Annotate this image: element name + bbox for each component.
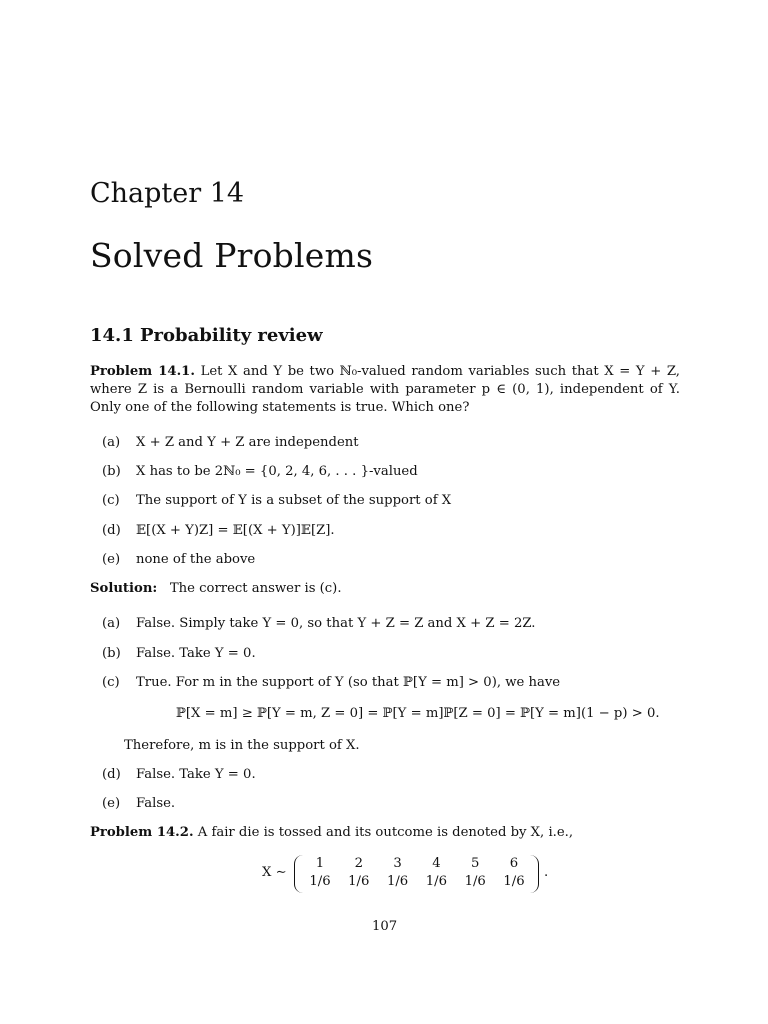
outcome-value: 3 (393, 856, 402, 871)
therefore-line: Therefore, m is in the support of X. (124, 738, 360, 753)
probability-value: 1/6 (464, 874, 486, 889)
option-text: The support of Y is a subset of the support of X (136, 493, 452, 508)
right-parenthesis (530, 855, 539, 893)
problem-1-statement (90, 363, 680, 417)
matrix-row-outcomes (304, 856, 530, 871)
problem-1-option (102, 464, 418, 479)
distribution-prefix: X ∼ (262, 865, 287, 880)
problem-2-statement (90, 825, 573, 840)
probability-value: 1/6 (425, 874, 447, 889)
section-number: 14.1 (90, 325, 134, 346)
left-parenthesis (294, 855, 303, 893)
problem-1-label: Problem 14.1. (90, 364, 195, 379)
probability-value: 1/6 (348, 874, 370, 889)
option-text: X + Z and Y + Z are independent (136, 435, 359, 450)
solution-1-item (102, 646, 256, 661)
item-label: (a) (102, 616, 121, 631)
probability-value: 1/6 (386, 874, 409, 889)
option-label: (b) (102, 464, 121, 479)
probability-value: 1/6 (503, 874, 525, 889)
option-label: (c) (102, 493, 120, 508)
solution-answer: The correct answer is (c). (169, 581, 342, 596)
page-number: 107 (372, 919, 398, 934)
item-label: (b) (102, 646, 121, 661)
solution-1-item (102, 767, 256, 782)
display-equation: ℙ[X = m] ≥ ℙ[Y = m, Z = 0] = ℙ[Y = m]ℙ[Z = 0] = ℙ[Y = m](1 − p) > 0. (176, 706, 660, 721)
outcome-value: 6 (509, 856, 519, 871)
problem-1-option (102, 435, 359, 450)
solution-1-header (90, 581, 342, 596)
option-text: 𝔼[(X + Y)Z] = 𝔼[(X + Y)]𝔼[Z]. (136, 523, 335, 538)
solution-1-item (102, 616, 535, 631)
outcome-value: 5 (470, 856, 480, 871)
item-text: True. For m in the support of Y (so that ℙ[Y = m] > 0), we have (136, 675, 561, 690)
option-text: none of the above (136, 552, 256, 567)
item-label: (e) (102, 796, 121, 811)
distribution-suffix: . (544, 865, 549, 880)
option-label: (d) (102, 523, 121, 538)
chapter-label: Chapter 14 (90, 178, 245, 209)
outcome-value: 1 (315, 856, 325, 871)
item-text: False. Take Y = 0. (136, 646, 256, 661)
problem-1-option (102, 552, 255, 567)
section-title: Probability review (140, 325, 323, 346)
item-label: (d) (102, 767, 121, 782)
problem-2-label: Problem 14.2. (90, 825, 194, 840)
option-text: X has to be 2ℕ₀ = {0, 2, 4, 6, . . . }-valued (136, 464, 418, 479)
probability-value: 1/6 (309, 874, 331, 889)
problem-1-text: Let X and Y be two ℕ₀-valued random variables such that X = Y + Z, where Z is a Bernoulli random variable with parameter p ∈ (0, 1), independent of Y. Only one of the following statements is true. Which one? (90, 364, 680, 415)
problem-1-option (102, 523, 335, 538)
option-label: (e) (102, 552, 121, 567)
matrix-row-probabilities (304, 874, 530, 889)
problem-1-option (102, 493, 451, 508)
option-label: (a) (102, 435, 121, 450)
section-heading (90, 325, 323, 346)
solution-label: Solution: (90, 581, 158, 596)
outcome-value: 2 (354, 856, 363, 871)
item-text: False. (136, 796, 176, 811)
item-label: (c) (102, 675, 120, 690)
outcome-value: 4 (432, 856, 441, 871)
problem-2-text: A fair die is tossed and its outcome is denoted by X, i.e., (197, 825, 574, 840)
solution-1-item (102, 675, 560, 690)
item-text: False. Simply take Y = 0, so that Y + Z = Z and X + Z = 2Z. (136, 616, 536, 631)
solution-1-item (102, 796, 175, 811)
item-text: False. Take Y = 0. (136, 767, 256, 782)
chapter-title: Solved Problems (90, 236, 374, 275)
